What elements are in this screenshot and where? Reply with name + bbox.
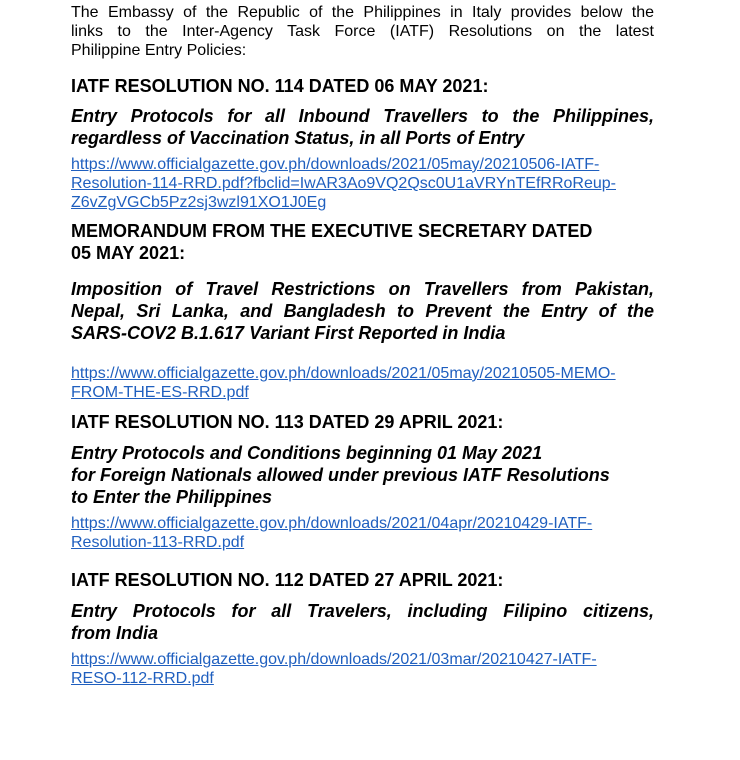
resolution-114-link[interactable] — [71, 155, 654, 212]
intro-paragraph — [71, 3, 654, 60]
section-heading: IATF RESOLUTION NO. 112 DATED 27 APRIL 2021: — [71, 570, 504, 590]
memo-es-link[interactable] — [71, 364, 654, 402]
link-line: Resolution-113-RRD.pdf — [71, 534, 245, 551]
section-subtitle — [71, 442, 654, 508]
resolution-113-link[interactable] — [71, 514, 654, 552]
section-heading: IATF RESOLUTION NO. 113 DATED 29 APRIL 2021: — [71, 412, 504, 432]
link-line: Z6vZgVGCb5Pz2sj3wzl91XO1J0Eg — [71, 194, 327, 211]
subtitle-line: Entry Protocols and Conditions beginning 01 May 2021 — [71, 443, 543, 463]
section-iatf-112 — [71, 569, 654, 688]
document-page — [71, 0, 654, 688]
link-line: Resolution-114-RRD.pdf?fbclid=IwAR3Ao9VQ2Qsc0U1aVRYnTEfRRoReup- — [71, 175, 616, 192]
intro-line: Philippine Entry Policies: — [71, 42, 247, 59]
heading-line: MEMORANDUM FROM THE EXECUTIVE SECRETARY DATED — [71, 221, 593, 241]
subtitle-line: SARS-COV2 B.1.617 Variant First Reported in India — [71, 323, 506, 343]
subtitle-line: for Foreign Nationals allowed under previous IATF Resolutions — [71, 465, 610, 485]
section-heading — [71, 220, 654, 264]
subtitle-line: Imposition of Travel Restrictions on Travellers from Pakistan, — [71, 279, 654, 299]
link-line: https://www.officialgazette.gov.ph/downloads/2021/05may/20210505-MEMO- — [71, 365, 616, 382]
subtitle-line: regardless of Vaccination Status, in all Ports of Entry — [71, 128, 525, 148]
link-line: FROM-THE-ES-RRD.pdf — [71, 384, 249, 401]
link-line: https://www.officialgazette.gov.ph/downloads/2021/05may/20210506-IATF- — [71, 156, 600, 173]
subtitle-line: Entry Protocols for all Inbound Travellers to the Philippines, — [71, 106, 654, 126]
subtitle-line: from India — [71, 623, 159, 643]
section-subtitle — [71, 105, 654, 149]
intro-line: links to the Inter-Agency Task Force (IATF) Resolutions on the latest — [71, 23, 654, 40]
link-line: RESO-112-RRD.pdf — [71, 670, 214, 687]
section-memo-es — [71, 220, 654, 402]
section-heading: IATF RESOLUTION NO. 114 DATED 06 MAY 2021: — [71, 76, 489, 96]
section-iatf-113 — [71, 411, 654, 552]
resolution-112-link[interactable] — [71, 650, 654, 688]
subtitle-line: Entry Protocols for all Travelers, including Filipino citizens, — [71, 601, 654, 621]
section-iatf-114 — [71, 75, 654, 212]
link-line: https://www.officialgazette.gov.ph/downloads/2021/04apr/20210429-IATF- — [71, 515, 593, 532]
subtitle-line: Nepal, Sri Lanka, and Bangladesh to Prevent the Entry of the — [71, 301, 654, 321]
heading-line: 05 MAY 2021: — [71, 243, 186, 263]
subtitle-line: to Enter the Philippines — [71, 487, 273, 507]
link-line: https://www.officialgazette.gov.ph/downloads/2021/03mar/20210427-IATF- — [71, 651, 597, 668]
section-subtitle — [71, 600, 654, 644]
section-subtitle — [71, 278, 654, 344]
intro-line: The Embassy of the Republic of the Philippines in Italy provides below the — [71, 4, 654, 21]
